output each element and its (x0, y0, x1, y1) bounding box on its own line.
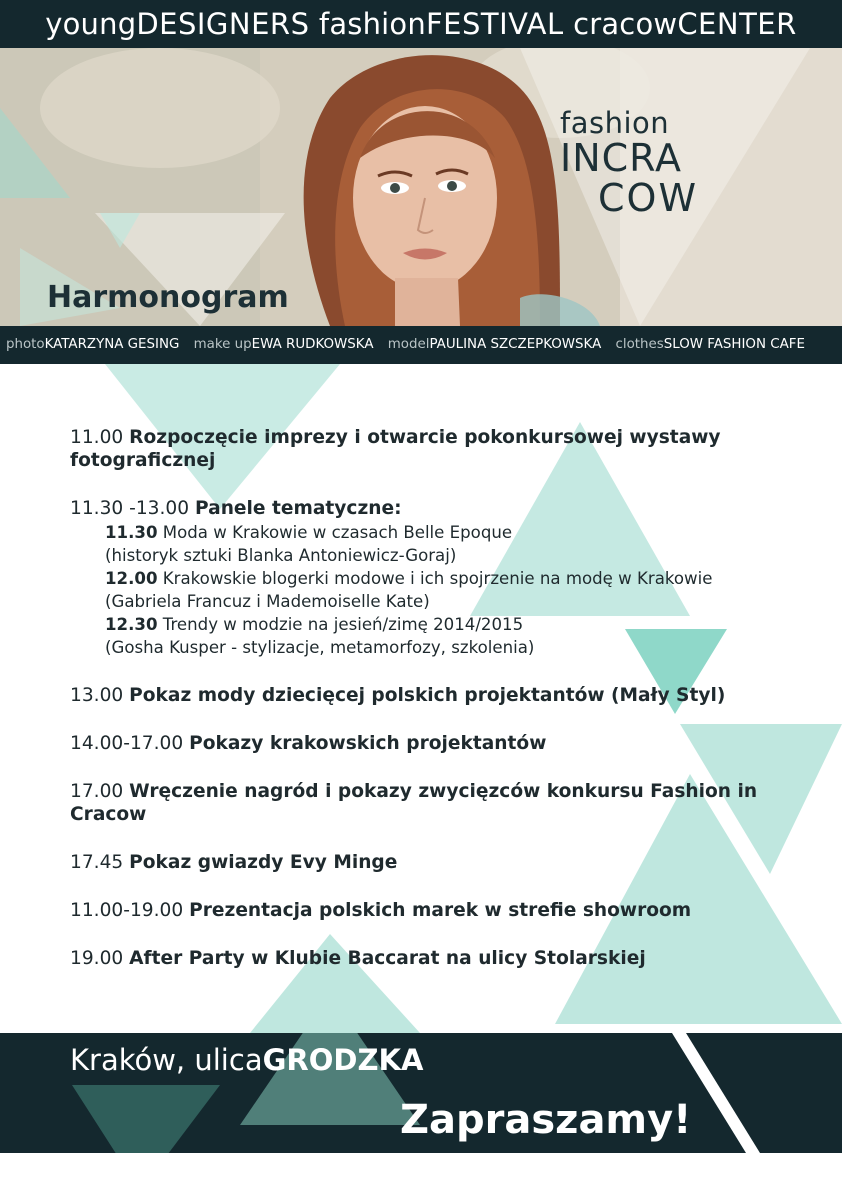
event-location (70, 1043, 423, 1077)
schedule-time: 11.30 -13.00 (70, 498, 190, 519)
schedule-item (70, 947, 805, 970)
schedule-time: 11.00-19.00 (70, 900, 184, 921)
schedule-time: 17.45 (70, 852, 124, 873)
header-festival: FESTIVAL (425, 7, 564, 41)
footer-bar (0, 1033, 842, 1153)
schedule-time: 11.00 (70, 427, 124, 448)
panel-note: (historyk sztuki Blanka Antoniewicz-Goraj) (105, 546, 457, 565)
panel-time: 12.30 (105, 615, 158, 634)
schedule-desc: After Party w Klubie Baccarat na ulicy Stolarskiej (129, 948, 646, 969)
schedule-desc: Wręczenie nagród i pokazy zwycięzców konkursu Fashion in Cracow (70, 781, 758, 825)
logo-line-incra (560, 138, 698, 178)
schedule-item (70, 780, 805, 826)
header-young: young (45, 7, 137, 41)
schedule-item (70, 426, 805, 472)
credits-bar (0, 326, 842, 364)
location-city: Kraków, (70, 1043, 195, 1077)
header-cracow: cracow (573, 7, 678, 41)
panel-note: (Gosha Kusper - stylizacje, metamorfozy, szkolenia) (105, 638, 535, 657)
panel-title: Krakowskie blogerki modowe i ich spojrzenie na modę w Krakowie (162, 569, 713, 588)
schedule-desc: Pokaz gwiazdy Evy Minge (129, 852, 398, 873)
page-title: Harmonogram (47, 280, 289, 315)
header-designers: DESIGNERS (136, 7, 310, 41)
schedule-time: 17.00 (70, 781, 124, 802)
schedule-time: 14.00-17.00 (70, 733, 184, 754)
credit-photo: photoKATARZYNA GESING (6, 337, 180, 352)
panel-time: 11.30 (105, 523, 158, 542)
schedule-item (70, 684, 805, 707)
panel-item (105, 567, 805, 613)
header-fashion: fashion (318, 7, 426, 41)
fashion-in-cracow-logo (560, 108, 698, 218)
invite-text: Zapraszamy! (400, 1097, 692, 1143)
schedule-item (70, 732, 805, 755)
hero-photo (0, 48, 842, 326)
panel-note: (Gabriela Francuz i Mademoiselle Kate) (105, 592, 430, 611)
schedule-item (70, 899, 805, 922)
location-street: GRODZKA (262, 1043, 424, 1077)
panel-title: Trendy w modzie na jesień/zimę 2014/2015 (162, 615, 524, 634)
logo-line-cow: COW (598, 176, 699, 220)
schedule-desc: Pokazy krakowskich projektantów (189, 733, 547, 754)
header-center: CENTER (677, 7, 797, 41)
logo-in: IN (560, 136, 602, 180)
panel-title: Moda w Krakowie w czasach Belle Epoque (162, 523, 513, 542)
logo-line-fashion: fashion (560, 106, 670, 140)
schedule-desc: Pokaz mody dziecięcej polskich projektantów (Mały Styl) (129, 685, 726, 706)
location-street-prefix: ulica (194, 1043, 263, 1077)
credit-clothes: clothesSLOW FASHION CAFE (615, 337, 805, 352)
panel-time: 12.00 (105, 569, 158, 588)
schedule-time: 13.00 (70, 685, 124, 706)
panel-list (70, 521, 805, 659)
credit-makeup: make upEWA RUDKOWSKA (193, 337, 374, 352)
schedule-desc: Prezentacja polskich marek w strefie showroom (189, 900, 692, 921)
festival-header (0, 0, 842, 48)
schedule (70, 426, 805, 995)
schedule-desc: Panele tematyczne: (195, 498, 402, 519)
schedule-item (70, 497, 805, 659)
credit-model: modelPAULINA SZCZEPKOWSKA (387, 337, 602, 352)
schedule-time: 19.00 (70, 948, 124, 969)
schedule-item (70, 851, 805, 874)
schedule-desc: Rozpoczęcie imprezy i otwarcie pokonkursowej wystawy fotograficznej (70, 427, 721, 471)
logo-cra: CRA (601, 136, 683, 180)
panel-item (105, 613, 805, 659)
panel-item (105, 521, 805, 567)
